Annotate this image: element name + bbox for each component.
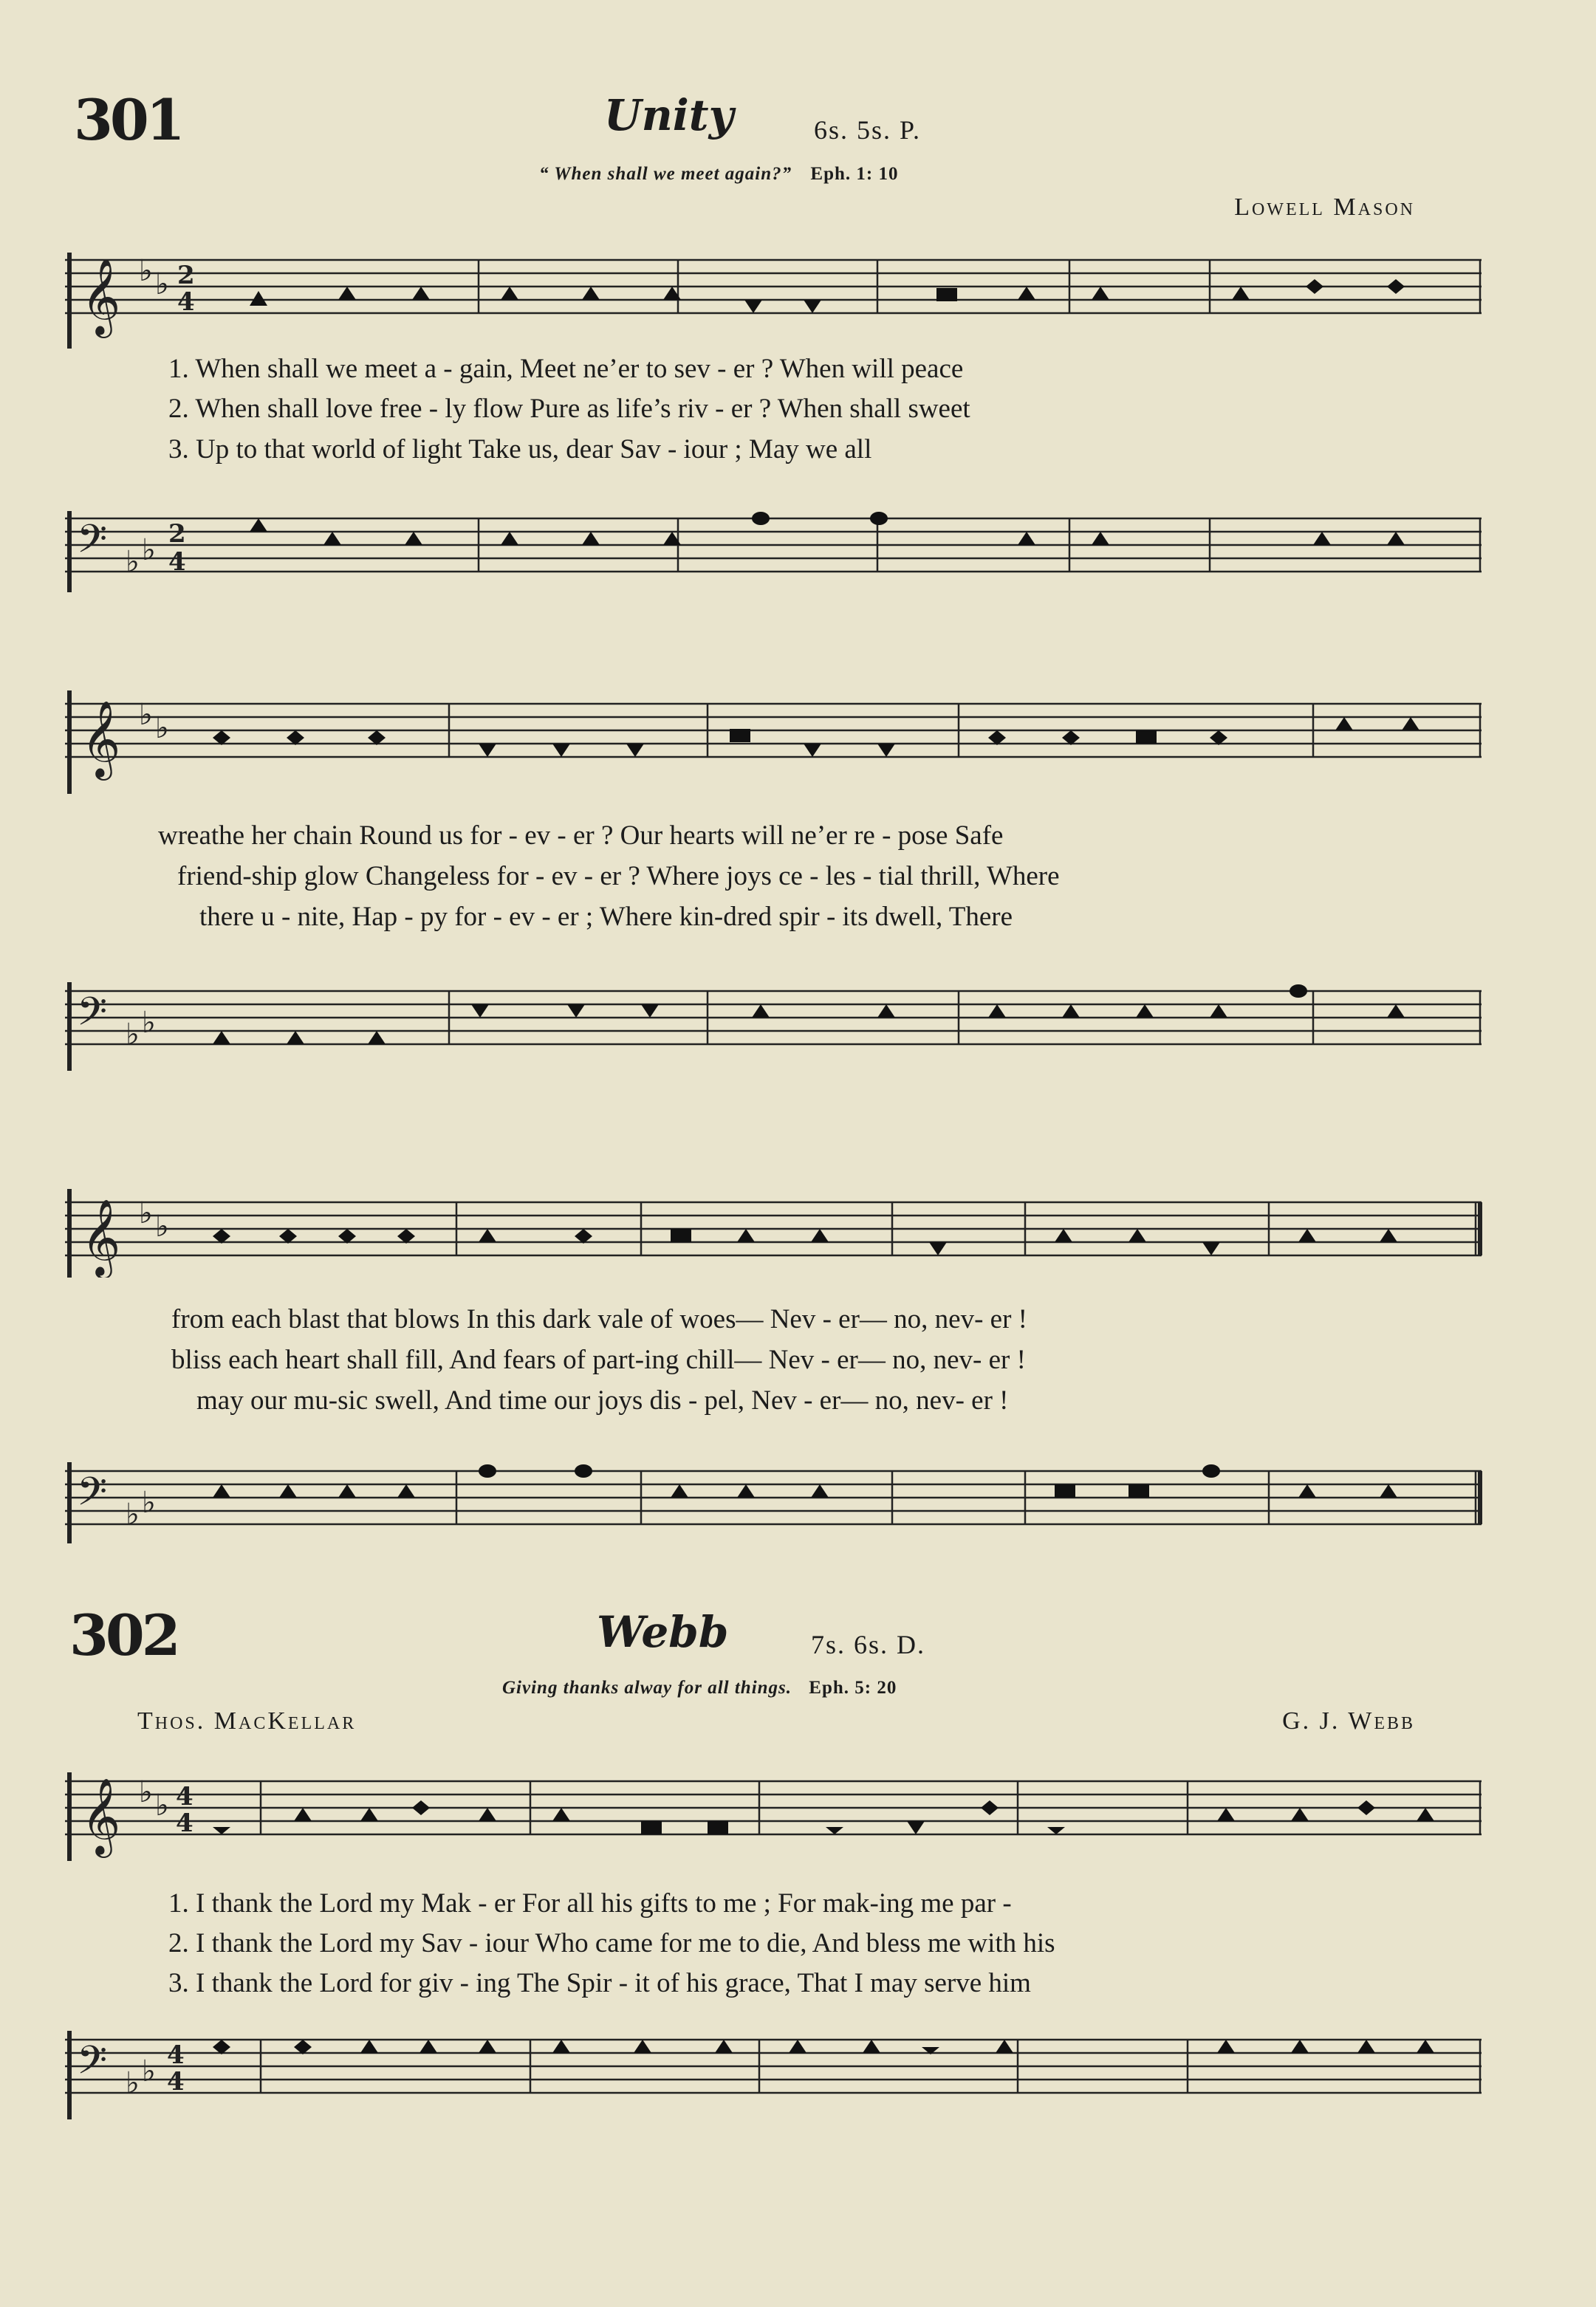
scripture-reference: [502, 1678, 897, 1698]
meter: 7s. 6s. D.: [811, 1630, 926, 1659]
bass-staff: [65, 1433, 1483, 1580]
lyric-line: bliss each heart shall fill, And fears of part-ing chill— Nev - er— no, nev- er !: [171, 1345, 1026, 1375]
lyric-line: there u - nite, Hap - py for - ev - er ; Where kin-dred spir - its dwell, There: [199, 902, 1013, 932]
time-signature: 4: [168, 547, 186, 577]
scripture-ref: Eph. 5: 20: [809, 1678, 897, 1698]
treble-clef: 𝄞: [81, 258, 121, 335]
shape-notes: [213, 1800, 1434, 1834]
treble-staff: [65, 1167, 1483, 1278]
flat-sign: ♭: [139, 1196, 153, 1230]
lyric-line: 1. When shall we meet a - gain, Meet ne’er to sev - er ? When will peace: [168, 354, 964, 384]
composer-credit: Lowell Mason: [1234, 193, 1415, 221]
flat-sign: ♭: [155, 267, 169, 301]
lyric-line: 3. Up to that world of light Take us, dear Sav - iour ; May we all: [168, 434, 872, 465]
lyric-line: may our mu-sic swell, And time our joys dis - pel, Nev - er— no, nev- er !: [196, 1385, 1009, 1416]
lyric-line: 3. I thank the Lord for giv - ing The Spir - it of his grace, That I may serve him: [168, 1968, 1031, 1998]
staff-lines: [65, 1781, 1482, 1834]
flat-sign: ♭: [126, 1018, 140, 1052]
staff-lines: [65, 991, 1482, 1044]
flat-sign: ♭: [142, 1006, 156, 1040]
scripture-quote: Giving thanks alway for all things.: [502, 1678, 792, 1698]
time-signature: 4: [176, 1782, 193, 1811]
lyric-line: 2. I thank the Lord my Sav - iour Who came for me to die, And bless me with his: [168, 1928, 1055, 1958]
shape-notes: [250, 279, 1405, 313]
bass-staff: [65, 2009, 1483, 2156]
staff-lines: [65, 518, 1482, 572]
tune-name: Unity: [604, 90, 734, 140]
treble-clef: 𝄞: [81, 700, 121, 778]
flat-sign: ♭: [126, 1498, 140, 1532]
flat-sign: ♭: [126, 2066, 140, 2100]
flat-sign: ♭: [155, 1210, 169, 1244]
bass-clef: 𝄢: [77, 517, 108, 572]
bass-clef: 𝄢: [77, 990, 108, 1044]
lyric-line: wreathe her chain Round us for - ev - er ? Our hearts will ne’er re - pose Safe: [158, 820, 1004, 851]
lyric-line: 1. I thank the Lord my Mak - er For all his gifts to me ; For mak-ing me par -: [168, 1888, 1012, 1919]
bass-staff: [65, 489, 1483, 637]
hymn-number: 301: [74, 87, 182, 153]
lyric-line: 2. When shall love free - ly flow Pure as life’s riv - er ? When shall sweet: [168, 394, 970, 424]
tune-name: Webb: [597, 1607, 729, 1657]
flat-sign: ♭: [126, 545, 140, 579]
treble-staff: [65, 683, 1483, 794]
lyric-line: friend-ship glow Changeless for - ev - er ? Where joys ce - les - tial thrill, Where: [177, 861, 1060, 891]
scripture-reference: [539, 164, 898, 185]
treble-staff: [65, 1750, 1483, 1861]
meter: 6s. 5s. P.: [814, 115, 922, 145]
time-signature: 2: [168, 519, 186, 549]
time-signature: 4: [167, 2067, 185, 2097]
flat-sign: ♭: [139, 1775, 153, 1809]
lyric-line: from each blast that blows In this dark vale of woes— Nev - er— no, nev- er !: [171, 1304, 1027, 1334]
flat-sign: ♭: [155, 1789, 169, 1823]
time-signature: 4: [167, 2040, 185, 2070]
author-credit: Thos. MacKellar: [137, 1707, 357, 1735]
shape-notes: [213, 717, 1419, 757]
bass-clef: 𝄢: [77, 2038, 108, 2093]
bass-clef: 𝄢: [77, 1470, 108, 1524]
shape-notes: [250, 512, 1405, 545]
bass-staff: [65, 960, 1483, 1100]
treble-clef: 𝄞: [81, 1199, 121, 1276]
shape-notes: [213, 984, 1405, 1044]
flat-sign: ♭: [155, 711, 169, 745]
shape-notes: [213, 1464, 1397, 1498]
time-signature: 4: [177, 287, 195, 317]
hymn-number: 302: [69, 1602, 178, 1668]
time-signature: 2: [177, 261, 195, 290]
flat-sign: ♭: [139, 254, 153, 288]
staff-lines: [65, 704, 1482, 757]
flat-sign: ♭: [139, 698, 153, 732]
treble-clef: 𝄞: [81, 1778, 121, 1855]
time-signature: 4: [176, 1809, 193, 1838]
flat-sign: ♭: [142, 1486, 156, 1520]
flat-sign: ♭: [142, 2054, 156, 2088]
scripture-quote: “ When shall we meet again?”: [539, 164, 792, 184]
composer-credit: G. J. Webb: [1282, 1707, 1415, 1735]
staff-lines: [65, 260, 1482, 313]
scripture-ref: Eph. 1: 10: [810, 164, 899, 184]
staff-lines: [65, 2040, 1482, 2093]
flat-sign: ♭: [142, 533, 156, 567]
treble-staff: [65, 245, 1483, 356]
